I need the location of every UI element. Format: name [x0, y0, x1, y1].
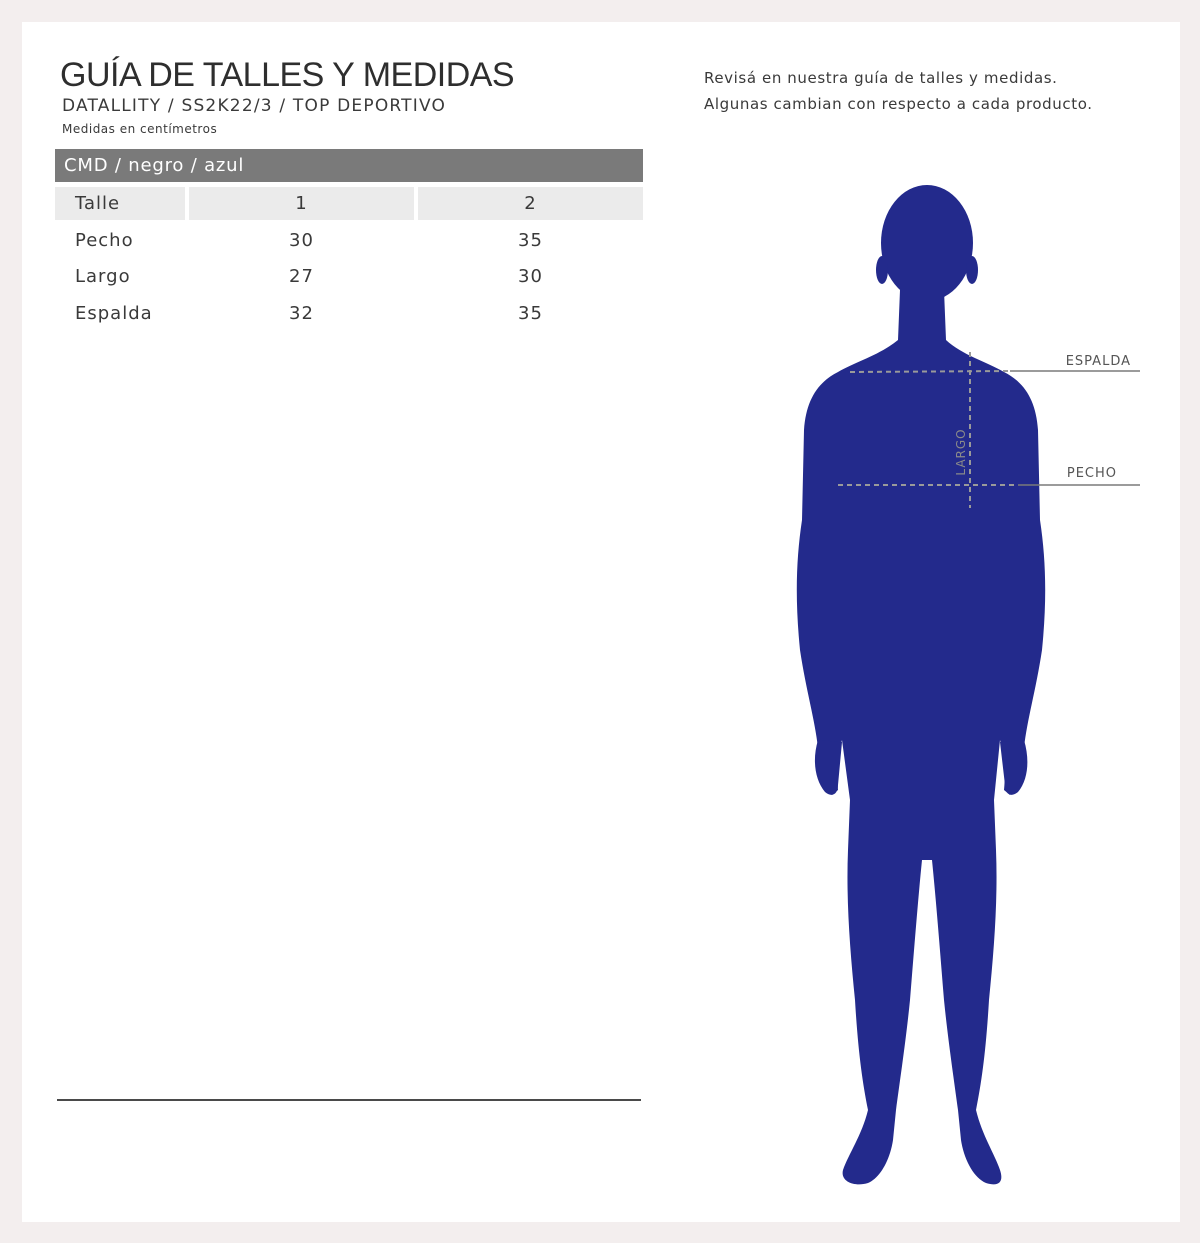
page-title: GUÍA DE TALLES Y MEDIDAS	[60, 56, 515, 94]
head-shape	[881, 185, 973, 301]
body-silhouette-icon	[797, 185, 1045, 1184]
ear-shape	[966, 256, 978, 284]
row-label-largo: Largo	[75, 266, 131, 287]
hand-shape	[815, 740, 842, 795]
intro-line-1: Revisá en nuestra guía de talles y medidas.	[704, 69, 1058, 87]
row-label-pecho: Pecho	[75, 229, 134, 251]
column-header-size-1: 1	[189, 187, 414, 220]
table-cell: 27	[289, 266, 314, 287]
pecho-label: PECHO	[1066, 466, 1117, 481]
table-cell: 35	[518, 302, 543, 324]
body-shape	[797, 290, 1045, 1184]
intro-line-2: Algunas cambian con respecto a cada producto.	[704, 95, 1093, 113]
units-note: Medidas en centímetros	[62, 122, 218, 136]
product-subtitle: DATALLITY / SS2K22/3 / TOP DEPORTIVO	[62, 96, 447, 116]
table-cell: 30	[289, 229, 314, 251]
table-cell: 32	[289, 302, 314, 324]
hand-shape	[1000, 740, 1027, 795]
row-label-espalda: Espalda	[75, 302, 153, 324]
espalda-label: ESPALDA	[1065, 354, 1131, 369]
table-cell: 30	[518, 266, 543, 287]
largo-label: LARGO	[954, 428, 968, 476]
variant-bar: CMD / negro / azul	[55, 149, 643, 182]
column-header-talle: Talle	[55, 187, 185, 220]
column-header-size-2: 2	[418, 187, 643, 220]
table-cell: 35	[518, 229, 543, 251]
ear-shape	[876, 256, 888, 284]
